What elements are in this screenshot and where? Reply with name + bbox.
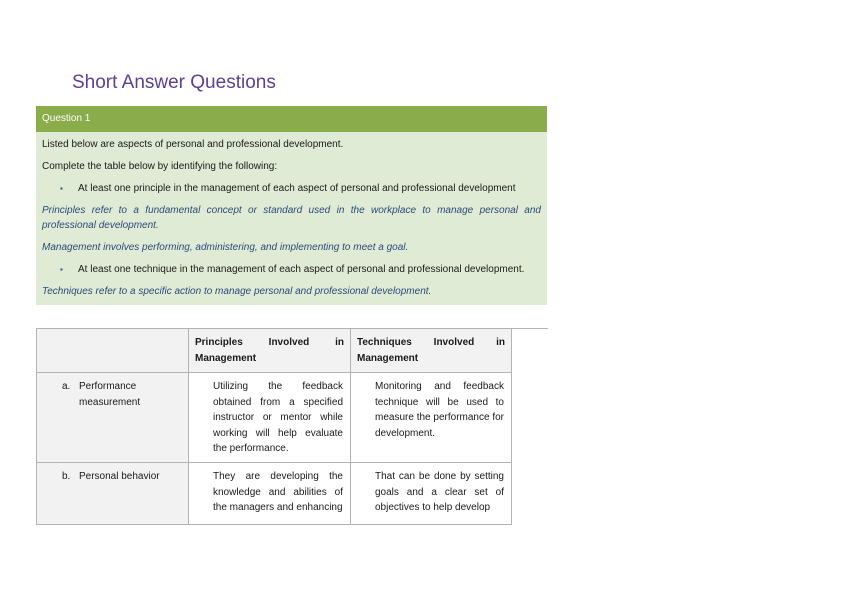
principle-cell: [189, 463, 351, 525]
row-letter: b.: [62, 471, 71, 482]
table-header-row: [37, 329, 512, 373]
header-principles: [189, 329, 351, 373]
aspect-cell: [37, 463, 189, 525]
note-principles: Principles refer to a fundamental concept or standard used in the workplace to manage personal and professional development.: [42, 205, 541, 231]
bullet-item-principle: [42, 181, 541, 196]
header-word: in: [335, 337, 344, 348]
header-techniques: [351, 329, 512, 373]
bullet-text: At least one principle in the management of each aspect of personal and professional development: [78, 183, 516, 194]
aspect-label: Performance measurement: [79, 381, 141, 408]
page-title: Short Answer Questions: [72, 72, 276, 93]
table-row: [37, 373, 512, 463]
aspect-cell: [37, 373, 189, 463]
technique-cell: [351, 463, 512, 525]
principle-text: Utilizing the feedback obtained from a specified instructor or mentor while working will help evaluate the performance.: [213, 381, 343, 454]
header-word: Involved: [433, 337, 475, 348]
question-body: [36, 132, 547, 305]
technique-text: That can be done by setting goals and a clear set of objectives to help develop: [375, 471, 504, 513]
square-bullet-icon: ▪: [60, 265, 63, 274]
aspect-label: Personal behavior: [79, 471, 160, 482]
question-instruction: Complete the table below by identifying the following:: [42, 161, 278, 172]
square-bullet-icon: ▪: [60, 184, 63, 193]
header-word: Principles: [195, 337, 243, 348]
question-intro: Listed below are aspects of personal and professional development.: [42, 139, 344, 150]
header-word: Involved: [268, 337, 310, 348]
note-techniques: Techniques refer to a specific action to manage personal and professional development.: [42, 286, 432, 297]
header-word: Techniques: [357, 337, 412, 348]
question-header: Question 1: [36, 106, 547, 132]
principle-cell: [189, 373, 351, 463]
note-management: Management involves performing, administering, and implementing to meet a goal.: [42, 242, 409, 253]
header-word: Management: [357, 352, 419, 364]
row-letter: a.: [62, 381, 71, 392]
header-word: Management: [195, 352, 257, 364]
header-empty-cell: [37, 329, 189, 373]
bullet-text: At least one technique in the management of each aspect of personal and professional development.: [78, 264, 525, 275]
table-row: [37, 463, 512, 525]
answer-table: [36, 328, 512, 525]
question-box: [36, 106, 547, 305]
technique-text: Monitoring and feedback technique will be used to measure the performance for development.: [375, 381, 504, 439]
divider: [511, 328, 548, 329]
principle-text: They are developing the knowledge and abilities of the managers and enhancing: [213, 471, 343, 513]
bullet-item-technique: [42, 262, 541, 277]
technique-cell: [351, 373, 512, 463]
header-word: in: [496, 337, 505, 348]
